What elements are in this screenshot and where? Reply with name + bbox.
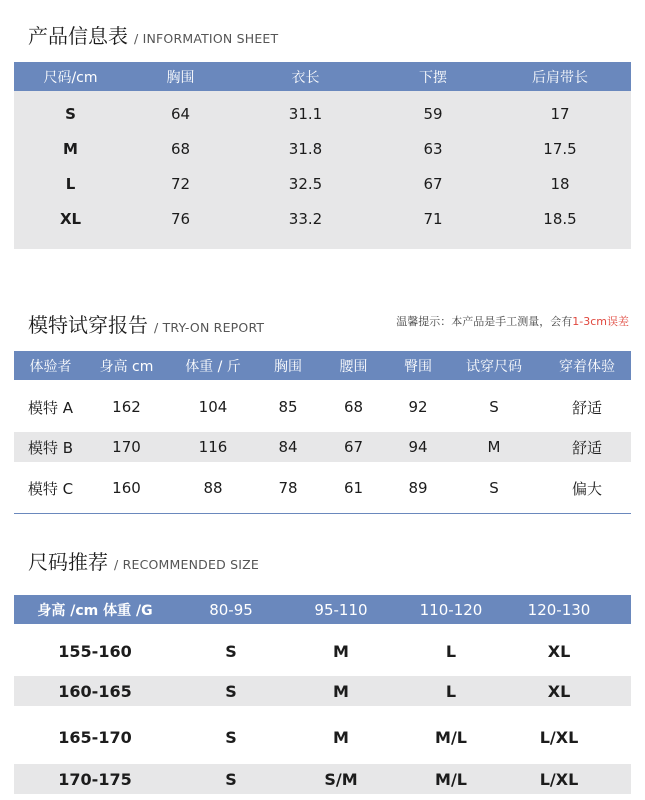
tryon-cell-hip: 92 <box>408 398 428 416</box>
tryon-table-header <box>14 351 631 380</box>
info-cell-hem: 63 <box>423 140 443 158</box>
table-row <box>14 136 631 162</box>
tryon-title-cn: 模特试穿报告 <box>28 313 148 337</box>
tryon-header-hip: 臀围 <box>404 358 432 375</box>
info-title-en: / INFORMATION SHEET <box>134 31 279 46</box>
tryon-cell-tester: 模特 B <box>27 438 74 457</box>
recommend-title-cn: 尺码推荐 <box>28 550 108 574</box>
recommend-cell-size: S <box>225 641 237 661</box>
tryon-cell-weight: 116 <box>198 438 228 456</box>
tryon-header-bust: 胸围 <box>274 358 302 375</box>
table-row <box>14 391 631 423</box>
info-header-strap: 后肩带长 <box>532 69 588 86</box>
tryon-cell-waist: 61 <box>343 479 364 497</box>
table-row <box>14 720 631 754</box>
tryon-section-title <box>28 309 264 338</box>
info-table-header <box>14 62 631 91</box>
recommend-cell-size: XL <box>547 681 571 701</box>
info-cell-bust: 76 <box>170 210 191 228</box>
info-cell-length: 31.1 <box>288 105 323 123</box>
tryon-cell-bust: 78 <box>278 479 298 497</box>
info-header-length: 衣长 <box>291 69 320 86</box>
recommend-header-weight-2: 95-110 <box>314 600 368 619</box>
tryon-cell-tester: 模特 C <box>27 479 74 498</box>
tryon-cell-height: 160 <box>112 479 141 497</box>
recommend-cell-size: M <box>333 681 349 701</box>
tryon-table-divider <box>14 513 631 514</box>
info-cell-size: S <box>65 105 76 123</box>
tryon-cell-weight: 104 <box>198 398 228 416</box>
info-section-title <box>28 20 278 49</box>
recommend-cell-height: 165-170 <box>58 727 132 747</box>
tryon-header-experience: 穿着体验 <box>559 358 615 375</box>
recommend-cell-size: M <box>333 727 349 747</box>
tryon-cell-experience: 舒适 <box>571 398 602 417</box>
table-row <box>14 472 631 504</box>
tryon-cell-bust: 85 <box>278 398 298 416</box>
table-row <box>14 432 631 462</box>
recommend-cell-size: M <box>333 641 349 661</box>
table-row <box>14 634 631 668</box>
info-title-cn: 产品信息表 <box>28 24 128 48</box>
tryon-cell-weight: 88 <box>203 479 223 497</box>
recommend-cell-size: L <box>445 641 457 661</box>
recommend-cell-size: M/L <box>435 769 467 789</box>
tryon-cell-hip: 89 <box>408 479 428 497</box>
recommend-cell-height: 160-165 <box>58 681 132 701</box>
recommend-cell-size: XL <box>547 641 571 661</box>
table-row <box>14 101 631 127</box>
recommend-title-en: / RECOMMENDED SIZE <box>114 557 259 572</box>
info-cell-hem: 71 <box>423 210 443 228</box>
info-cell-hem: 67 <box>423 175 443 193</box>
table-row <box>14 764 631 794</box>
note-highlight: 1-3cm误差 <box>572 315 629 328</box>
recommend-cell-size: L/XL <box>539 727 579 747</box>
tryon-header-waist: 腰围 <box>339 358 368 375</box>
recommend-cell-size: S/M <box>324 769 358 789</box>
info-cell-size: XL <box>59 210 82 228</box>
tryon-cell-waist: 67 <box>343 438 364 456</box>
tryon-cell-size: S <box>489 479 499 497</box>
tryon-header-weight: 体重 / 斤 <box>185 358 241 375</box>
tryon-cell-experience: 舒适 <box>571 438 602 457</box>
recommend-section-title <box>28 546 259 575</box>
info-header-hem: 下摆 <box>419 69 447 86</box>
info-cell-bust: 72 <box>170 175 191 193</box>
info-cell-strap: 18 <box>550 175 570 193</box>
recommend-table-header <box>14 595 631 624</box>
recommend-cell-size: M/L <box>435 727 467 747</box>
tryon-cell-hip: 94 <box>408 438 428 456</box>
recommend-cell-size: S <box>225 769 237 789</box>
info-header-size: 尺码/cm <box>43 69 98 86</box>
recommend-header-axis: 身高 /cm 体重 /G <box>37 602 153 619</box>
info-cell-strap: 17.5 <box>543 140 577 158</box>
recommend-cell-size: L <box>445 681 457 701</box>
info-cell-length: 33.2 <box>288 210 323 228</box>
info-cell-size: M <box>63 140 78 158</box>
info-header-bust: 胸围 <box>166 69 195 86</box>
info-cell-length: 32.5 <box>288 175 323 193</box>
recommend-cell-height: 170-175 <box>58 769 132 789</box>
note-text: 温馨提示：本产品是手工测量，会有 <box>396 315 573 328</box>
table-row <box>14 171 631 197</box>
tryon-header-size: 试穿尺码 <box>466 358 522 375</box>
info-cell-length: 31.8 <box>288 140 323 158</box>
tryon-cell-size: S <box>489 398 499 416</box>
tryon-cell-height: 170 <box>112 438 141 456</box>
recommend-cell-size: S <box>225 681 237 701</box>
info-cell-strap: 17 <box>550 105 570 123</box>
info-cell-bust: 64 <box>170 105 191 123</box>
info-cell-size: L <box>65 175 76 193</box>
tryon-header-tester: 体验者 <box>29 358 72 375</box>
info-cell-strap: 18.5 <box>543 210 577 228</box>
tryon-cell-waist: 68 <box>343 398 364 416</box>
info-cell-bust: 68 <box>170 140 191 158</box>
tryon-cell-tester: 模特 A <box>27 398 74 417</box>
recommend-cell-height: 155-160 <box>58 641 132 661</box>
recommend-cell-size: L/XL <box>539 769 579 789</box>
tryon-cell-experience: 偏大 <box>571 479 602 498</box>
measurement-note <box>396 313 629 329</box>
recommend-header-weight-3: 110-120 <box>419 600 483 619</box>
tryon-cell-height: 162 <box>112 398 141 416</box>
table-row <box>14 206 631 232</box>
tryon-title-en: / TRY-ON REPORT <box>154 320 265 335</box>
tryon-cell-bust: 84 <box>278 438 298 456</box>
tryon-cell-size: M <box>487 438 501 456</box>
recommend-header-weight-1: 80-95 <box>209 600 253 619</box>
tryon-header-height: 身高 cm <box>99 358 154 375</box>
recommend-header-weight-4: 120-130 <box>527 600 591 619</box>
table-row <box>14 676 631 706</box>
info-cell-hem: 59 <box>423 105 443 123</box>
recommend-cell-size: S <box>225 727 237 747</box>
